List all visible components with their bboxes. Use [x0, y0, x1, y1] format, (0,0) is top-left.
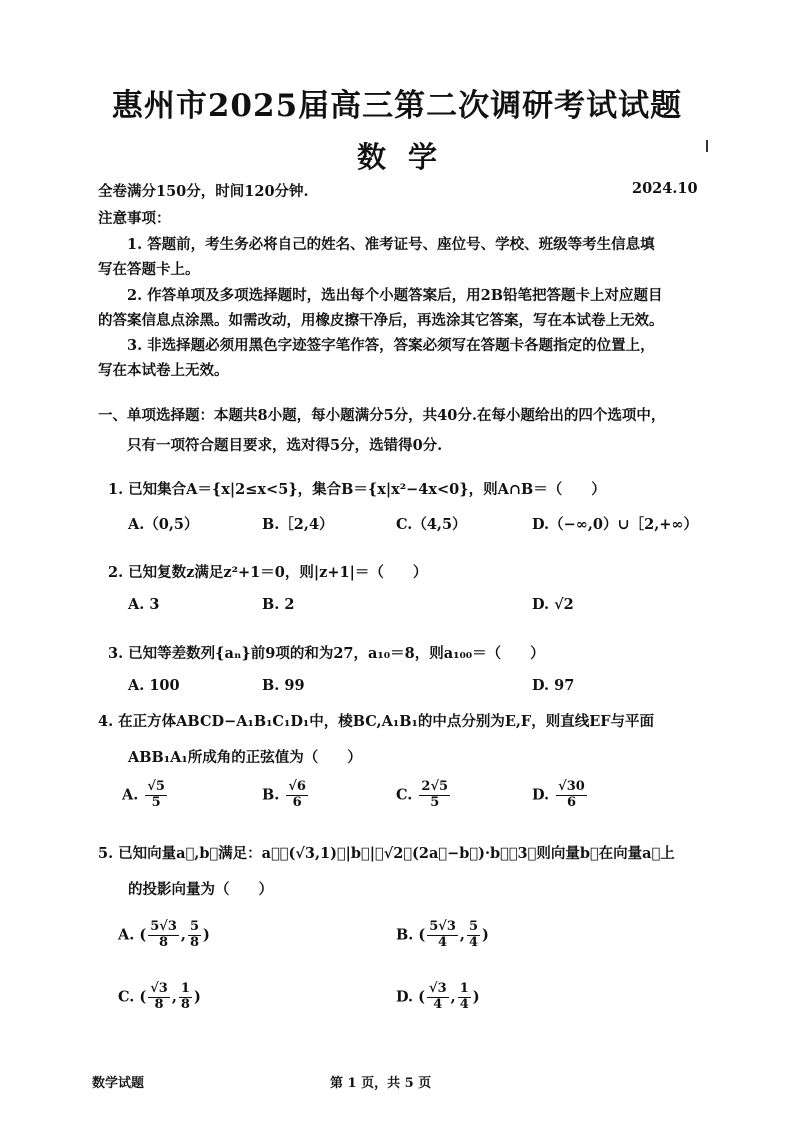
note-2-line-1: 2. 作答单项及多项选择题时，选出每个小题答案后，用2B铅笔把答题卡上对应题目 — [127, 287, 663, 304]
fraction: $\frac{√3}{8}$ — [150, 981, 168, 1012]
question-2-option-b: B. 2 — [262, 596, 295, 613]
question-5-stem-line-2: 的投影向量为（ ） — [128, 881, 273, 898]
question-4-stem-line-1: 4. 在正方体ABCD−A₁B₁C₁D₁中，棱BC,A₁B₁的中点分别为E,F，则直线EF与平面 — [98, 713, 655, 730]
question-4-option-c: C. $\frac{2√5}{5}$ — [396, 779, 449, 810]
question-5-option-c: C. ( $\frac{√3}{8}$ , $\frac{1}{8}$ ) — [118, 981, 201, 1012]
fraction: $\frac{√6}{6}$ — [288, 779, 306, 810]
fraction: $\frac{1}{8}$ — [180, 981, 190, 1012]
question-5-stem-line-1: 5. 已知向量a⃗,b⃗满足：a⃗＝(√3,1)，|b⃗|＝√2，(2a⃗−b⃗)·b⃗＝3，则向量b⃗在向量a⃗上 — [98, 845, 675, 862]
question-3-stem: 3. 已知等差数列{aₙ}前9项的和为27，a₁₀＝8，则a₁₀₀＝（ ） — [108, 645, 545, 662]
question-5-option-d: D. ( $\frac{√3}{4}$ , $\frac{1}{4}$ ) — [396, 981, 480, 1012]
fraction: $\frac{5}{4}$ — [468, 919, 478, 950]
question-3-option-d: D. 97 — [532, 677, 575, 694]
page-number: 第 1 页，共 5 页 — [330, 1076, 432, 1091]
exam-title: 惠州市2025届高三第二次调研考试试题 — [111, 88, 683, 124]
footer-subject: 数学试题 — [92, 1076, 145, 1091]
question-4-stem-line-2: ABB₁A₁所成角的正弦值为（ ） — [128, 749, 362, 766]
question-5-option-a: A. ( $\frac{5√3}{8}$ , $\frac{5}{8}$ ) — [118, 919, 210, 950]
question-5-option-b: B. ( $\frac{5√3}{4}$ , $\frac{5}{4}$ ) — [396, 919, 489, 950]
question-3-option-b: B. 99 — [262, 677, 305, 694]
question-2-stem: 2. 已知复数z满足z²+1＝0，则|z+1|＝（ ） — [108, 564, 428, 581]
exam-meta: 全卷满分150分，时间120分钟. — [98, 183, 309, 200]
fraction: $\frac{1}{4}$ — [459, 981, 469, 1012]
fraction: $\frac{5√3}{8}$ — [150, 919, 177, 950]
question-3-option-a: A. 100 — [128, 677, 180, 694]
question-1-option-c: C.（4,5） — [396, 516, 467, 533]
section-1-instructions: 只有一项符合题目要求，选对得5分，选错得0分. — [127, 437, 443, 454]
fraction: $\frac{√5}{5}$ — [147, 779, 165, 810]
question-1-option-a: A.（0,5） — [128, 516, 199, 533]
notes-heading: 注意事项： — [98, 210, 171, 227]
exam-date: 2024.10 — [632, 180, 698, 197]
question-4-option-a: A. $\frac{√5}{5}$ — [122, 779, 165, 810]
note-1-line-1: 1. 答题前，考生务必将自己的姓名、准考证号、座位号、学校、班级等考生信息填 — [127, 236, 655, 253]
margin-mark — [706, 140, 708, 152]
fraction: $\frac{2√5}{5}$ — [421, 779, 449, 810]
note-2-line-2: 的答案信息点涂黑。如需改动，用橡皮擦干净后，再选涂其它答案，写在本试卷上无效。 — [98, 312, 664, 329]
question-4-option-b: B. $\frac{√6}{6}$ — [262, 779, 306, 810]
question-1-option-d: D.（−∞,0）∪［2,+∞） — [532, 516, 698, 533]
question-1-stem: 1. 已知集合A＝{x|2≤x<5}，集合B＝{x|x²−4x<0}，则A∩B＝（ ） — [108, 481, 606, 498]
subject-title: 数学 — [356, 140, 459, 174]
fraction: $\frac{5√3}{4}$ — [429, 919, 456, 950]
note-3-line-2: 写在本试卷上无效。 — [98, 362, 229, 379]
fraction: $\frac{√3}{4}$ — [429, 981, 447, 1012]
fraction: $\frac{5}{8}$ — [189, 919, 199, 950]
question-1-option-b: B.［2,4） — [262, 516, 334, 533]
note-3-line-1: 3. 非选择题必须用黑色字迹签字笔作答，答案必须写在答题卡各题指定的位置上， — [127, 337, 655, 354]
question-2-option-a: A. 3 — [128, 596, 160, 613]
question-4-option-d: D. $\frac{√30}{6}$ — [532, 779, 585, 810]
fraction: $\frac{√30}{6}$ — [558, 779, 585, 810]
section-1-heading: 一、单项选择题：本题共8小题，每小题满分5分，共40分.在每小题给出的四个选项中， — [98, 407, 666, 424]
question-2-option-d: D. √2 — [532, 596, 574, 613]
note-1-line-2: 写在答题卡上。 — [98, 261, 200, 278]
